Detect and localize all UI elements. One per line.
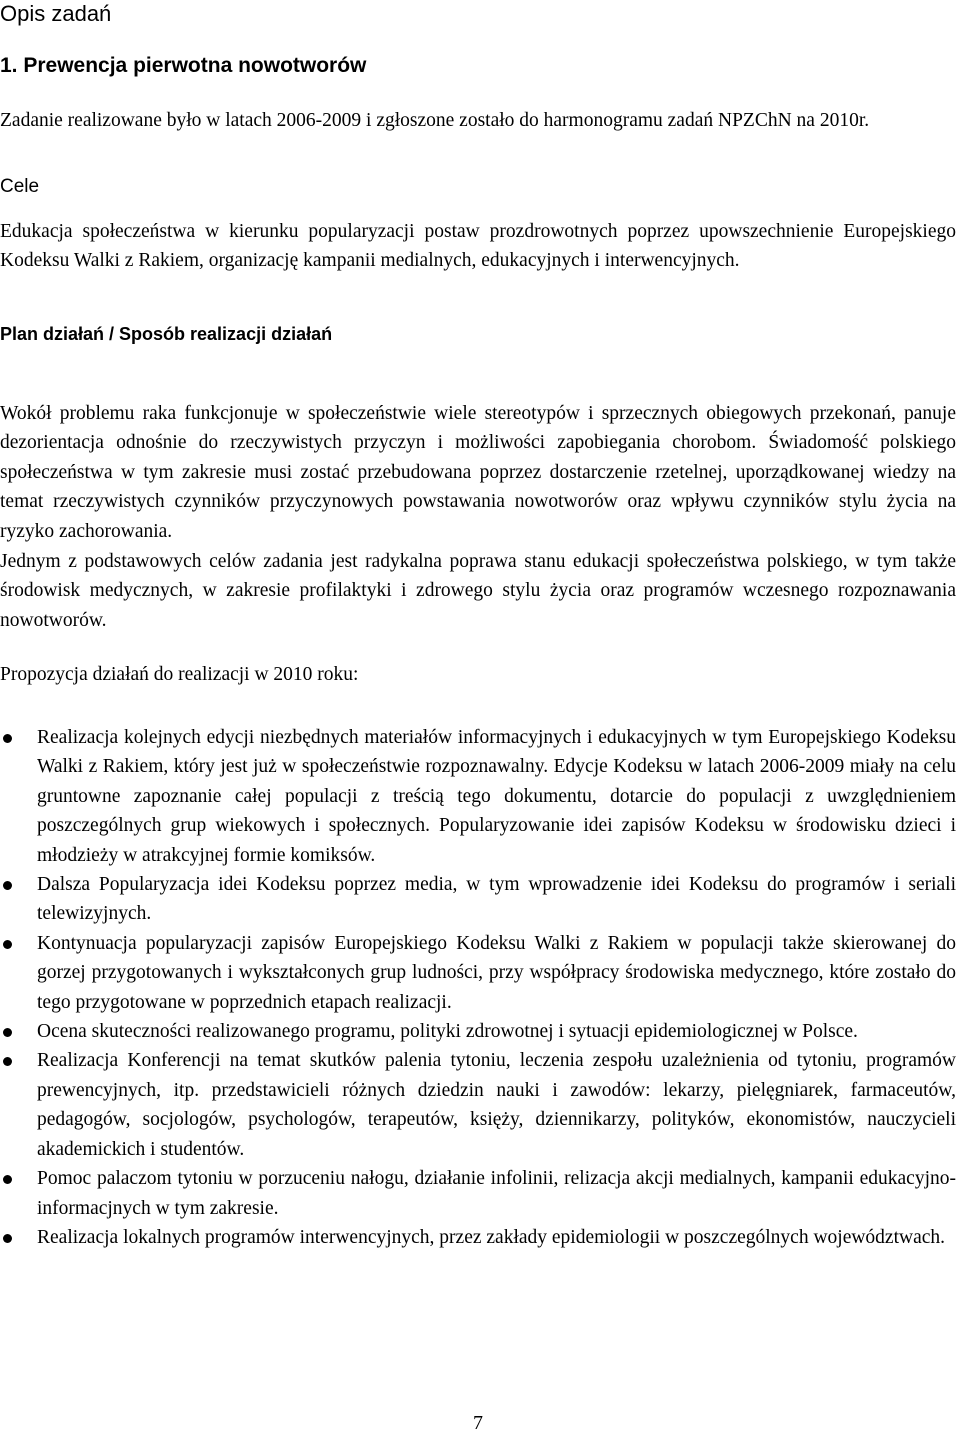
proposal-list [0,723,956,1252]
list-item-text: Realizacja Konferencji na temat skutków palenia tytoniu, leczenia zespołu uzależnienia od tytoniu, programów prewencyjnych, itp. przedstawicieli różnych dziedzin nauki i zawodów: lekarzy, pielęgniarek, farmaceutów, pedagogów, socjologów, psychologów, terapeutów, księży, dziennikarzy, polityków, ekonomistów, nauczycieli akademickich i studentów. [37,1050,956,1160]
bullet-icon [3,1028,12,1037]
proposal-heading: Propozycja działań do realizacji w 2010 roku: [0,664,359,685]
list-item-text: Dalsza Popularyzacja idei Kodeksu poprzez media, w tym wprowadzenie idei Kodeksu do programów i seriali telewizyjnych. [37,874,956,925]
list-item [0,723,956,870]
bullet-icon [3,1234,12,1243]
list-item [0,1046,956,1164]
bullet-icon [3,1057,12,1066]
list-item-text: Kontynuacja popularyzacji zapisów Europejskiego Kodeksu Walki z Rakiem w populacji także skierowanej do gorzej przygotowanych i wykształconych grup ludności, przy współpracy środowiska medycznego, które zostało do tego przygotowane w poprzednich etapach realizacji. [37,932,956,1013]
list-item [0,1017,956,1046]
plan-paragraph-2: Jednym z podstawowych celów zadania jest radykalna poprawa stanu edukacji społeczeństwa polskiego, w tym także środowisk medycznych, w zakresie profilaktyki i zdrowego stylu życia oraz programów wczesnego rozpoznawania nowotworów. [0,551,956,631]
list-item [0,1223,956,1252]
list-item [0,929,956,1017]
bullet-icon [3,734,12,743]
bullet-icon [3,940,12,949]
list-item [0,870,956,929]
bullet-icon [3,1175,12,1184]
section-title: 1. Prewencja pierwotna nowotworów [0,54,367,77]
list-item-text: Pomoc palaczom tytoniu w porzuceniu nałogu, działanie infolinii, relizacja akcji medialnych, kampanii edukacyjno-informacjnych w tym zakresie. [37,1168,956,1219]
intro-paragraph: Zadanie realizowane było w latach 2006-2009 i zgłoszone zostało do harmonogramu zadań NPZChN na 2010r. [0,110,870,131]
list-item-text: Ocena skuteczności realizowanego programu, polityki zdrowotnej i sytuacji epidemiologicznej w Polsce. [37,1021,858,1043]
goals-paragraph: Edukacja społeczeństwa w kierunku popularyzacji postaw prozdrowotnych poprzez upowszechnienie Europejskiego Kodeksu Walki z Rakiem, organizację kampanii medialnych, edukacyjnych i interwencyjnych. [0,221,956,272]
list-item-text: Realizacja kolejnych edycji niezbędnych materiałów informacyjnych i edukacyjnych w tym Europejskiego Kodeksu Walki z Rakiem, który jest już w społeczeństwie rozpoznawalny. Edycje Kodeksu w latach 2006-2009 miały na celu gruntowne zapoznanie całej populacji z treścią tego dokumentu, dotarcie do populacji z uwzględnieniem poszczególnych grup wiekowych i społecznych. Popularyzowanie idei zapisów Kodeksu w środowisku dzieci i młodzieży w atrakcyjnej formie komiksów. [37,727,956,866]
list-item [0,1164,956,1223]
plan-heading: Plan działań / Sposób realizacji działań [0,324,333,344]
goals-heading: Cele [0,176,40,197]
plan-paragraph-1: Wokół problemu raka funkcjonuje w społeczeństwie wiele stereotypów i sprzecznych obiegowych przekonań, panuje dezorientacja odnośnie do rzeczywistych przyczyn i możliwości zapobiegania chorobom. Świadomość polskiego społeczeństwa w tym zakresie musi zostać przebudowana poprzez dostarczenie rzetelnej, uporządkowanej wiedzy na temat rzeczywistych czynników przyczynowych powstawania nowotworów oraz wpływu czynników stylu życia na ryzyko zachorowania. [0,403,956,542]
bullet-icon [3,881,12,890]
list-item-text: Realizacja lokalnych programów interwencyjnych, przez zakłady epidemiologii w poszczególnych województwach. [37,1226,946,1248]
page-number: 7 [473,1412,483,1434]
document-title: Opis zadań [0,1,112,26]
